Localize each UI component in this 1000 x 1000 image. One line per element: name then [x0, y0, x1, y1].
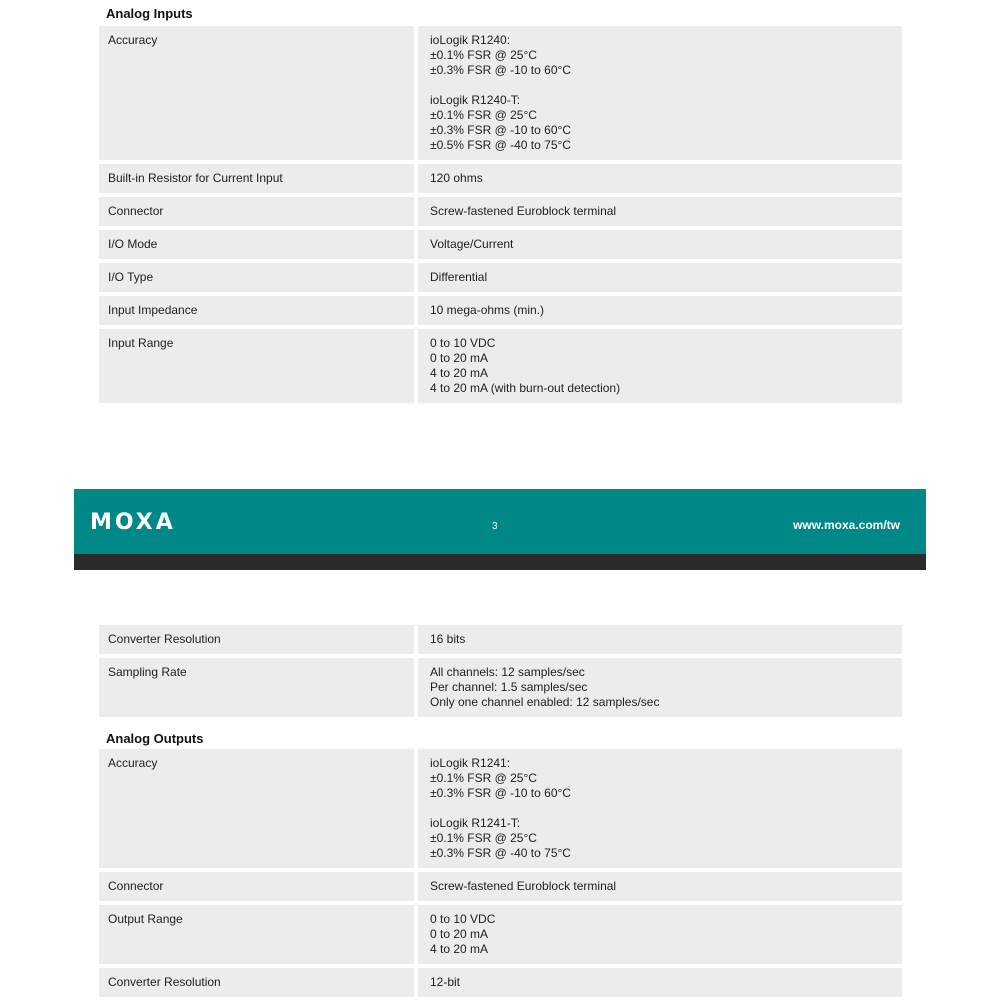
- spec-value-line: All channels: 12 samples/sec: [430, 665, 585, 679]
- spec-label: Input Range: [99, 329, 418, 403]
- spec-value-line: 0 to 20 mA: [430, 927, 489, 941]
- spec-value-line: 4 to 20 mA (with burn-out detection): [430, 381, 621, 395]
- spec-value-line: 12-bit: [430, 975, 461, 989]
- spec-value-line: ioLogik R1240-T:: [430, 93, 521, 107]
- spec-value-line: 0 to 20 mA: [430, 351, 489, 365]
- spec-row: [99, 230, 902, 263]
- spec-value-line: ±0.3% FSR @ -10 to 60°C: [430, 786, 571, 800]
- spec-value-line: 0 to 10 VDC: [430, 336, 496, 350]
- moxa-logo: MOXA: [90, 510, 176, 535]
- spec-value-line: ±0.1% FSR @ 25°C: [430, 108, 537, 122]
- spec-value: [418, 263, 902, 292]
- spec-value-line: 16 bits: [430, 632, 466, 646]
- spec-value: [418, 26, 902, 160]
- spec-value-gap: [430, 78, 894, 93]
- spec-value-line: Screw-fastened Euroblock terminal: [430, 204, 617, 218]
- spec-value-line: ±0.3% FSR @ -10 to 60°C: [430, 63, 571, 77]
- spec-value: [418, 968, 902, 997]
- spec-row: [99, 329, 902, 403]
- page-number: 3: [492, 521, 498, 532]
- spec-value: [418, 197, 902, 226]
- page-footer-bar: [74, 554, 926, 570]
- spec-value: [418, 329, 902, 403]
- spec-row: [99, 968, 902, 997]
- spec-value-line: Only one channel enabled: 12 samples/sec: [430, 695, 660, 709]
- spec-value: [418, 164, 902, 193]
- spec-value-line: ±0.3% FSR @ -40 to 75°C: [430, 846, 571, 860]
- spec-value-line: ioLogik R1241-T:: [430, 816, 521, 830]
- spec-row: [99, 263, 902, 296]
- spec-label: Converter Resolution: [99, 968, 418, 997]
- spec-label: Built-in Resistor for Current Input: [99, 164, 418, 193]
- spec-row: [99, 872, 902, 905]
- spec-row: [99, 26, 902, 164]
- analog-outputs-table: [99, 749, 902, 997]
- spec-row: [99, 749, 902, 872]
- spec-row: [99, 905, 902, 968]
- spec-label: I/O Type: [99, 263, 418, 292]
- spec-row: [99, 164, 902, 197]
- analog-inputs-heading: Analog Inputs: [106, 6, 193, 21]
- spec-value-line: ioLogik R1240:: [430, 33, 511, 47]
- spec-value-line: Screw-fastened Euroblock terminal: [430, 879, 617, 893]
- spec-row: [99, 197, 902, 230]
- spec-value-line: ±0.1% FSR @ 25°C: [430, 48, 537, 62]
- spec-value: [418, 658, 902, 717]
- spec-value-line: ±0.5% FSR @ -40 to 75°C: [430, 138, 571, 152]
- spec-label: Accuracy: [99, 26, 418, 160]
- spec-row: [99, 296, 902, 329]
- analog-outputs-heading: Analog Outputs: [106, 731, 204, 746]
- spec-value: [418, 905, 902, 964]
- spec-label: I/O Mode: [99, 230, 418, 259]
- spec-value-line: ±0.1% FSR @ 25°C: [430, 771, 537, 785]
- analog-inputs-table: [99, 26, 902, 403]
- spec-value-line: ioLogik R1241:: [430, 756, 511, 770]
- spec-value-line: 0 to 10 VDC: [430, 912, 496, 926]
- spec-value: [418, 749, 902, 868]
- spec-label: Converter Resolution: [99, 625, 418, 654]
- spec-value-gap: [430, 801, 894, 816]
- spec-label: Connector: [99, 197, 418, 226]
- spec-row: [99, 625, 902, 658]
- spec-value-line: 4 to 20 mA: [430, 366, 489, 380]
- spec-value-line: Differential: [430, 270, 488, 284]
- sampling-table: [99, 625, 902, 717]
- spec-value-line: ±0.3% FSR @ -10 to 60°C: [430, 123, 571, 137]
- website-url[interactable]: www.moxa.com/tw: [793, 518, 900, 532]
- spec-label: Accuracy: [99, 749, 418, 868]
- spec-value: [418, 296, 902, 325]
- spec-value-line: Per channel: 1.5 samples/sec: [430, 680, 588, 694]
- spec-label: Input Impedance: [99, 296, 418, 325]
- spec-label: Output Range: [99, 905, 418, 964]
- spec-value-line: Voltage/Current: [430, 237, 514, 251]
- spec-row: [99, 658, 902, 717]
- spec-value-line: ±0.1% FSR @ 25°C: [430, 831, 537, 845]
- spec-value: [418, 230, 902, 259]
- spec-label: Connector: [99, 872, 418, 901]
- spec-value: [418, 872, 902, 901]
- spec-value-line: 120 ohms: [430, 171, 483, 185]
- spec-value: [418, 625, 902, 654]
- spec-value-line: 10 mega-ohms (min.): [430, 303, 545, 317]
- spec-label: Sampling Rate: [99, 658, 418, 717]
- spec-value-line: 4 to 20 mA: [430, 942, 489, 956]
